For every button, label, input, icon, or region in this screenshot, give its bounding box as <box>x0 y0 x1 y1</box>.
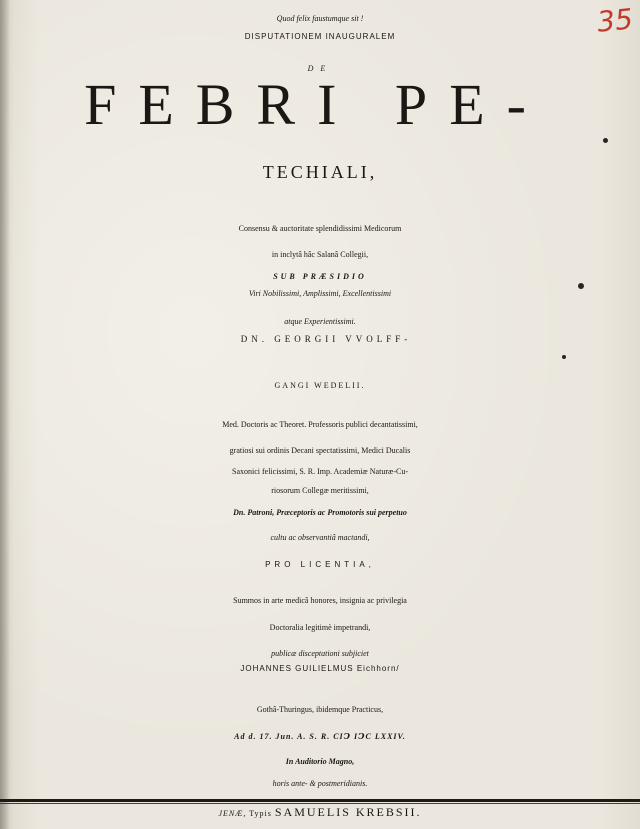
handwritten-page-number: 35 <box>595 2 635 39</box>
sub-praesidio: SUB PRÆSIDIO <box>273 272 367 281</box>
ink-spot <box>562 355 566 359</box>
publicae-line: publicæ disceptationi subjiciet <box>271 649 369 658</box>
imprint-rule-thin <box>0 803 640 804</box>
place-line: in inclytâ hâc Salanâ Collegii, <box>271 250 369 259</box>
heading-de: DE <box>307 64 333 73</box>
main-title-line-1: FEBRI PE- <box>84 72 548 137</box>
praeses-title-2: gratiosi sui ordinis Decani spectatissimi, Medici Ducalis <box>229 446 411 455</box>
praeses-name-line-2: GANGI WEDELII. <box>274 381 366 390</box>
praeses-name-line-1: DN. GEORGII VVOLFF- <box>240 334 412 344</box>
doctoralia-line: Doctoralia legitimè impetrandi, <box>269 623 371 632</box>
praeses-title-1: Med. Doctoris ac Theoret. Professoris publici decantatissimi, <box>222 420 418 429</box>
imprint-rule <box>0 799 640 802</box>
imprint-printer: SAMUELIS KREBSII. <box>274 805 422 819</box>
main-title-line-2: TECHIALI, <box>262 162 378 182</box>
hours-line: horis ante- & postmeridianis. <box>272 779 368 788</box>
praeses-title-4: riosorum Collegæ meritissimi, <box>271 486 369 495</box>
honores-line: Summos in arte medicâ honores, insignia ac privilegia <box>233 596 407 605</box>
date-line: Ad d. 17. Jun. A. S. R. CIↃ IↃC LXXIV. <box>234 732 406 741</box>
ink-spot <box>603 138 608 143</box>
ink-spot <box>578 283 584 289</box>
consent-line: Consensu & auctoritate splendidissimi Medicorum <box>238 224 402 233</box>
venue-line: In Auditorio Magno, <box>285 757 355 766</box>
imprint <box>0 805 640 820</box>
pro-licentia: PRO LICENTIA, <box>265 560 375 569</box>
patron-line-2: cultu ac observantiâ mactandi, <box>270 533 370 542</box>
imprint-typis: Typis <box>249 809 272 818</box>
origin-line: Gothâ-Thuringus, ibidemque Practicus, <box>256 705 384 714</box>
honorifics-line: Viri Nobilissimi, Amplissimi, Excellentissimi <box>248 289 392 298</box>
heading-disputation: DISPUTATIONEM INAUGURALEM <box>244 32 396 41</box>
respondent-name: JOHANNES GUILIELMUS Eichhorn/ <box>240 664 400 673</box>
praeses-title-3: Saxonici felicissimi, S. R. Imp. Academiæ Naturæ-Cu- <box>232 467 408 476</box>
patron-line: Dn. Patroni, Præceptoris ac Promotoris sui perpetuo <box>233 508 407 517</box>
motto: Quod felix faustumque sit ! <box>276 14 364 23</box>
honorifics-line-2: atque Experientissimi. <box>284 317 356 326</box>
imprint-place: JENÆ, <box>218 809 247 818</box>
